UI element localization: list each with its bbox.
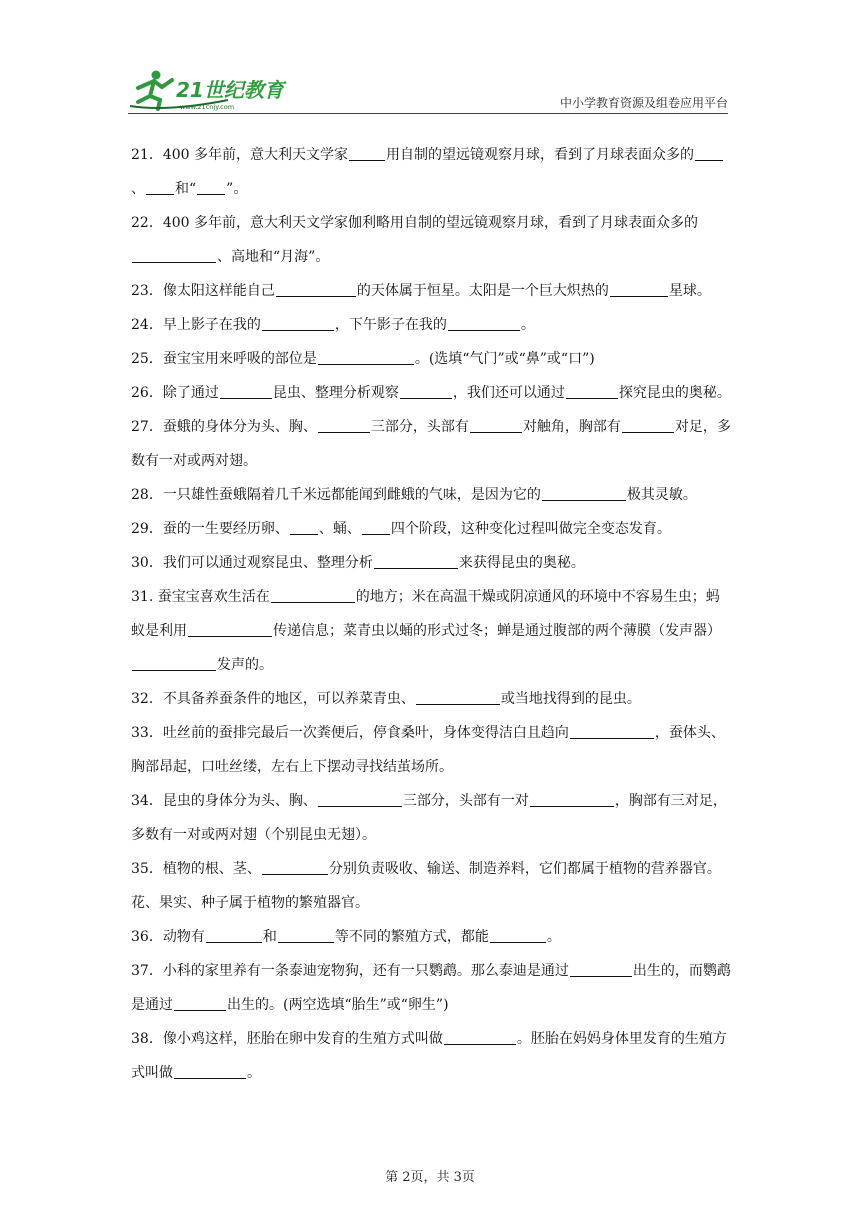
- logo-url: www.21cnjy.com: [180, 103, 235, 111]
- question-text: 发声的。: [217, 657, 273, 673]
- question-text: 三部分，头部有一对: [402, 793, 529, 809]
- question-q38: [131, 1022, 731, 1090]
- question-text: 21．400 多年前，意大利天文学家: [131, 147, 348, 163]
- question-text: 。: [546, 929, 561, 945]
- answer-blank[interactable]: [542, 485, 626, 501]
- question-q28: [131, 478, 731, 512]
- question-list: [131, 138, 731, 1090]
- question-text: 24．早上影子在我的: [131, 317, 261, 333]
- question-text: 28．一只雄性蚕蛾隔着几千米远都能闻到雌蛾的气味，是因为它的: [131, 487, 541, 503]
- answer-blank[interactable]: [362, 519, 390, 535]
- answer-blank[interactable]: [448, 315, 520, 331]
- question-text: 和“: [175, 181, 197, 197]
- question-text: 22．400 多年前，意大利天文学家伽利略用自制的望远镜观察月球，看到了月球表面众多的: [131, 215, 698, 231]
- question-text: 分别负责吸收、输送、制造养料，它们都属于植物的营养器官。花、果实、种子属于植物的繁殖器官。: [131, 861, 721, 911]
- answer-blank[interactable]: [174, 995, 226, 1011]
- answer-blank[interactable]: [132, 655, 216, 671]
- question-q35: [131, 852, 731, 920]
- answer-blank[interactable]: [278, 927, 334, 943]
- question-text: 星球。: [668, 283, 711, 299]
- question-text: ，下午影子在我的: [334, 317, 447, 333]
- answer-blank[interactable]: [290, 519, 318, 535]
- question-text: 传递信息；菜青虫以蛹的形式过冬；蝉是通过腹部的两个薄膜（发声器）: [273, 623, 721, 639]
- answer-blank[interactable]: [622, 417, 674, 433]
- question-text: 出生的。(两空选填“胎生”或“卵生”): [227, 997, 449, 1013]
- page-number: 第 2页，共 3页: [385, 1170, 475, 1185]
- question-text: 38．像小鸡这样，胚胎在卵中发育的生殖方式叫做: [131, 1031, 443, 1047]
- question-text: 极其灵敏。: [626, 487, 697, 503]
- page-header: [128, 66, 728, 112]
- question-text: 或当地找得到的昆虫。: [500, 691, 641, 707]
- question-text: 29．蚕的一生要经历卵、: [131, 521, 289, 537]
- answer-blank[interactable]: [262, 859, 328, 875]
- question-text: 用自制的望远镜观察月球，看到了月球表面众多的: [386, 147, 694, 163]
- question-q27: [131, 410, 731, 478]
- question-text: 37．小科的家里养有一条泰迪宠物狗，还有一只鹦鹉。那么泰迪是通过: [131, 963, 569, 979]
- question-text: 26．除了通过: [131, 385, 219, 401]
- answer-blank[interactable]: [530, 791, 614, 807]
- question-q29: [131, 512, 731, 546]
- answer-blank[interactable]: [174, 1063, 246, 1079]
- question-text: ”。: [226, 181, 248, 197]
- question-text: 33．吐丝前的蚕排完最后一次粪便后，停食桑叶，身体变得洁白且趋向: [131, 725, 569, 741]
- question-text: 出生的，而鹦鹉是通过: [131, 963, 731, 1013]
- question-text: 。(选填“气门”或“鼻”或“口”): [414, 351, 595, 367]
- question-text: 对足，多数有一对或两对翅。: [131, 419, 731, 469]
- question-text: ，我们还可以通过: [452, 385, 565, 401]
- answer-blank[interactable]: [262, 315, 334, 331]
- answer-blank[interactable]: [276, 281, 356, 297]
- answer-blank[interactable]: [318, 349, 414, 365]
- answer-blank[interactable]: [220, 383, 272, 399]
- answer-blank[interactable]: [206, 927, 262, 943]
- answer-blank[interactable]: [566, 383, 618, 399]
- answer-blank[interactable]: [570, 723, 654, 739]
- answer-blank[interactable]: [470, 417, 522, 433]
- question-text: 等不同的繁殖方式，都能: [334, 929, 489, 945]
- answer-blank[interactable]: [318, 791, 402, 807]
- question-text: ，蚕体头、胸部昂起，口吐丝缕，左右上下摆动寻找结茧场所。: [131, 725, 725, 775]
- question-text: 32．不具备养蚕条件的地区，可以养菜青虫、: [131, 691, 415, 707]
- question-text: 、高地和“月海”。: [217, 249, 330, 265]
- question-text: 。: [247, 1065, 261, 1081]
- answer-blank[interactable]: [400, 383, 452, 399]
- platform-name: 中小学教育资源及组卷应用平台: [559, 96, 728, 110]
- answer-blank[interactable]: [318, 417, 370, 433]
- question-q32: [131, 682, 731, 716]
- question-q23: [131, 274, 731, 308]
- answer-blank[interactable]: [695, 145, 723, 161]
- question-text: 和: [262, 929, 277, 945]
- question-text: 的天体属于恒星。太阳是一个巨大炽热的: [356, 283, 609, 299]
- question-q33: [131, 716, 731, 784]
- question-text: 36．动物有: [131, 929, 205, 945]
- answer-blank[interactable]: [444, 1029, 516, 1045]
- answer-blank[interactable]: [490, 927, 546, 943]
- question-text: 对触角，胸部有: [522, 419, 621, 435]
- answer-blank[interactable]: [570, 961, 632, 977]
- question-text: 、蛹、: [318, 521, 361, 537]
- question-q24: [131, 308, 731, 342]
- question-text: 30．我们可以通过观察昆虫、整理分析: [131, 555, 373, 571]
- question-text: 、: [131, 181, 145, 197]
- question-q26: [131, 376, 731, 410]
- question-q21: [131, 138, 731, 206]
- answer-blank[interactable]: [374, 553, 458, 569]
- answer-blank[interactable]: [146, 179, 174, 195]
- question-q22: [131, 206, 731, 274]
- question-text: 探究昆虫的奥秘。: [618, 385, 731, 401]
- answer-blank[interactable]: [271, 587, 355, 603]
- answer-blank[interactable]: [132, 247, 216, 263]
- answer-blank[interactable]: [197, 179, 225, 195]
- question-q30: [131, 546, 731, 580]
- question-text: 来获得昆虫的奥秘。: [458, 555, 585, 571]
- question-text: 昆虫、整理分析观察: [272, 385, 399, 401]
- question-text: 的地方；米在高温干燥或阴凉通风的环境中不容易生虫；蚂蚁是利用: [131, 589, 720, 639]
- question-q34: [131, 784, 731, 852]
- question-text: 25．蚕宝宝用来呼吸的部位是: [131, 351, 317, 367]
- answer-blank[interactable]: [610, 281, 668, 297]
- question-q31: [131, 580, 731, 682]
- question-q36: [131, 920, 731, 954]
- question-text: 23．像太阳这样能自己: [131, 283, 275, 299]
- question-text: 34．昆虫的身体分为头、胸、: [131, 793, 317, 809]
- question-text: 。胚胎在妈妈身体里发育的生殖方式叫做: [131, 1031, 727, 1081]
- question-text: 35．植物的根、茎、: [131, 861, 261, 877]
- question-text: 31. 蚕宝宝喜欢生活在: [131, 589, 270, 605]
- header-divider: [128, 113, 728, 114]
- answer-blank[interactable]: [416, 689, 500, 705]
- question-text: 27．蚕蛾的身体分为头、胸、: [131, 419, 317, 435]
- question-q37: [131, 954, 731, 1022]
- logo-21cnjy: [128, 66, 293, 112]
- question-text: 三部分，头部有: [370, 419, 469, 435]
- question-text: 。: [520, 317, 535, 333]
- logo-title: 21世纪教育: [176, 78, 284, 102]
- answer-blank[interactable]: [188, 621, 272, 637]
- answer-blank[interactable]: [349, 145, 385, 161]
- question-text: ，胸部有三对足，多数有一对或两对翅（个别昆虫无翅）。: [131, 793, 727, 843]
- question-text: 四个阶段，这种变化过程叫做完全变态发育。: [390, 521, 671, 537]
- question-q25: [131, 342, 731, 376]
